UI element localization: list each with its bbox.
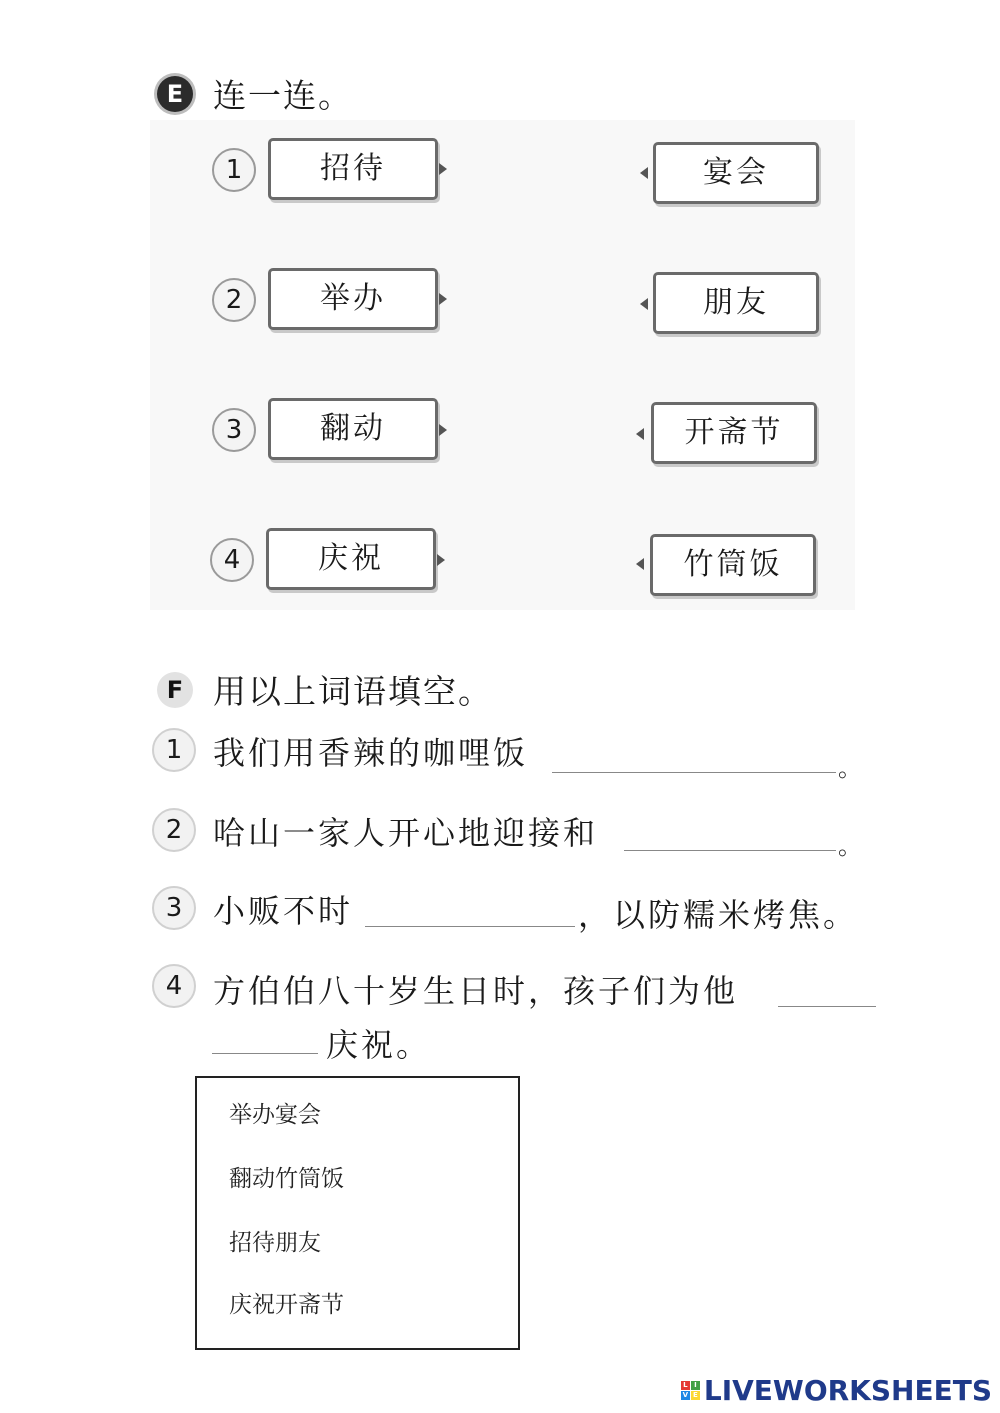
question-number-2: 2 [152, 808, 196, 852]
connector-dot-right-1[interactable] [640, 167, 648, 179]
match-number-3: 3 [212, 408, 256, 452]
question-number-1: 1 [152, 728, 196, 772]
connector-dot-left-4[interactable] [437, 554, 445, 566]
question-text-1: 我们用香辣的咖哩饭 [213, 734, 529, 772]
match-left-1[interactable]: 招待 [268, 138, 438, 200]
question-end-3: ，以防糯米烤焦。 [578, 896, 859, 934]
answer-options-panel [195, 1076, 520, 1350]
answer-blank-1[interactable] [552, 772, 836, 773]
question-text-3: 小贩不时 [213, 892, 354, 930]
match-right-4[interactable]: 竹筒饭 [650, 534, 816, 596]
section-e-badge: E [157, 76, 193, 112]
answer-blank-4a[interactable] [778, 1006, 876, 1007]
connector-dot-left-2[interactable] [439, 293, 447, 305]
liveworksheets-text: LIVEWORKSHEETS [703, 1374, 992, 1407]
section-f-badge: F [157, 672, 193, 708]
answer-option-3[interactable]: 招待朋友 [229, 1230, 321, 1256]
answer-blank-2[interactable] [624, 850, 836, 851]
answer-option-2[interactable]: 翻动竹筒饭 [229, 1166, 344, 1192]
match-right-3[interactable]: 开斋节 [651, 402, 817, 464]
match-left-3[interactable]: 翻动 [268, 398, 438, 460]
question-number-3: 3 [152, 886, 196, 930]
match-right-1[interactable]: 宴会 [653, 142, 819, 204]
question-text-4: 方伯伯八十岁生日时，孩子们为他 [213, 972, 739, 1010]
question-number-4: 4 [152, 964, 196, 1008]
section-f-title: 用以上词语填空。 [213, 672, 493, 711]
question-end-4: 庆祝。 [326, 1026, 432, 1064]
answer-option-1[interactable]: 举办宴会 [229, 1102, 321, 1128]
answer-option-4[interactable]: 庆祝开斋节 [229, 1292, 344, 1318]
answer-blank-4b[interactable] [212, 1053, 318, 1054]
question-end-1: 。 [838, 754, 865, 782]
connector-dot-right-2[interactable] [640, 298, 648, 310]
connector-dot-right-3[interactable] [636, 428, 644, 440]
liveworksheets-watermark [681, 1374, 992, 1407]
answer-blank-3[interactable] [365, 926, 575, 927]
connector-dot-left-1[interactable] [439, 163, 447, 175]
match-number-2: 2 [212, 278, 256, 322]
match-right-2[interactable]: 朋友 [653, 272, 819, 334]
liveworksheets-logo-icon: L I V E [681, 1381, 700, 1400]
match-number-4: 4 [210, 538, 254, 582]
connector-dot-left-3[interactable] [439, 424, 447, 436]
match-number-1: 1 [212, 148, 256, 192]
question-text-2: 哈山一家人开心地迎接和 [213, 814, 599, 852]
section-e-title: 连一连。 [213, 76, 353, 115]
match-left-2[interactable]: 举办 [268, 268, 438, 330]
connector-dot-right-4[interactable] [636, 558, 644, 570]
match-left-4[interactable]: 庆祝 [266, 528, 436, 590]
question-end-2: 。 [838, 832, 865, 860]
